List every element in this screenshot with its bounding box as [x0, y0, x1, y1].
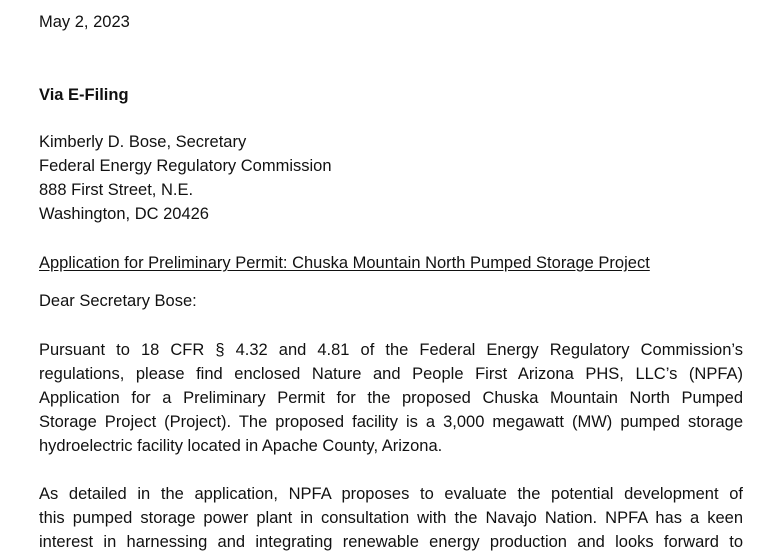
- paragraph-1-line-1: Pursuant to 18 CFR § 4.32 and 4.81 of the Federal Energy Regulatory Commission’s: [39, 341, 743, 359]
- recipient-street: 888 First Street, N.E.: [39, 181, 194, 199]
- paragraph-2-line-2: this pumped storage power plant in consultation with the Navajo Nation. NPFA has a keen: [39, 509, 743, 527]
- recipient-name: Kimberly D. Bose, Secretary: [39, 133, 247, 151]
- letter-date: May 2, 2023: [39, 13, 130, 31]
- delivery-method: Via E-Filing: [39, 86, 129, 104]
- recipient-organization: Federal Energy Regulatory Commission: [39, 157, 332, 175]
- paragraph-1-line-4: Storage Project (Project). The proposed facility is a 3,000 megawatt (MW) pumped storage: [39, 413, 743, 431]
- subject-line: Application for Preliminary Permit: Chuska Mountain North Pumped Storage Project: [39, 254, 650, 272]
- paragraph-1-line-2: regulations, please find enclosed Nature and People First Arizona PHS, LLC’s (NPFA): [39, 365, 743, 383]
- paragraph-1-line-3: Application for a Preliminary Permit for the proposed Chuska Mountain North Pumped: [39, 389, 743, 407]
- salutation: Dear Secretary Bose:: [39, 292, 197, 310]
- paragraph-2-line-3: interest in harnessing and integrating renewable energy production and looks forward to: [39, 533, 743, 551]
- recipient-city: Washington, DC 20426: [39, 205, 209, 223]
- paragraph-2-line-1: As detailed in the application, NPFA proposes to evaluate the potential development of: [39, 485, 743, 503]
- paragraph-1-line-5: hydroelectric facility located in Apache County, Arizona.: [39, 437, 443, 455]
